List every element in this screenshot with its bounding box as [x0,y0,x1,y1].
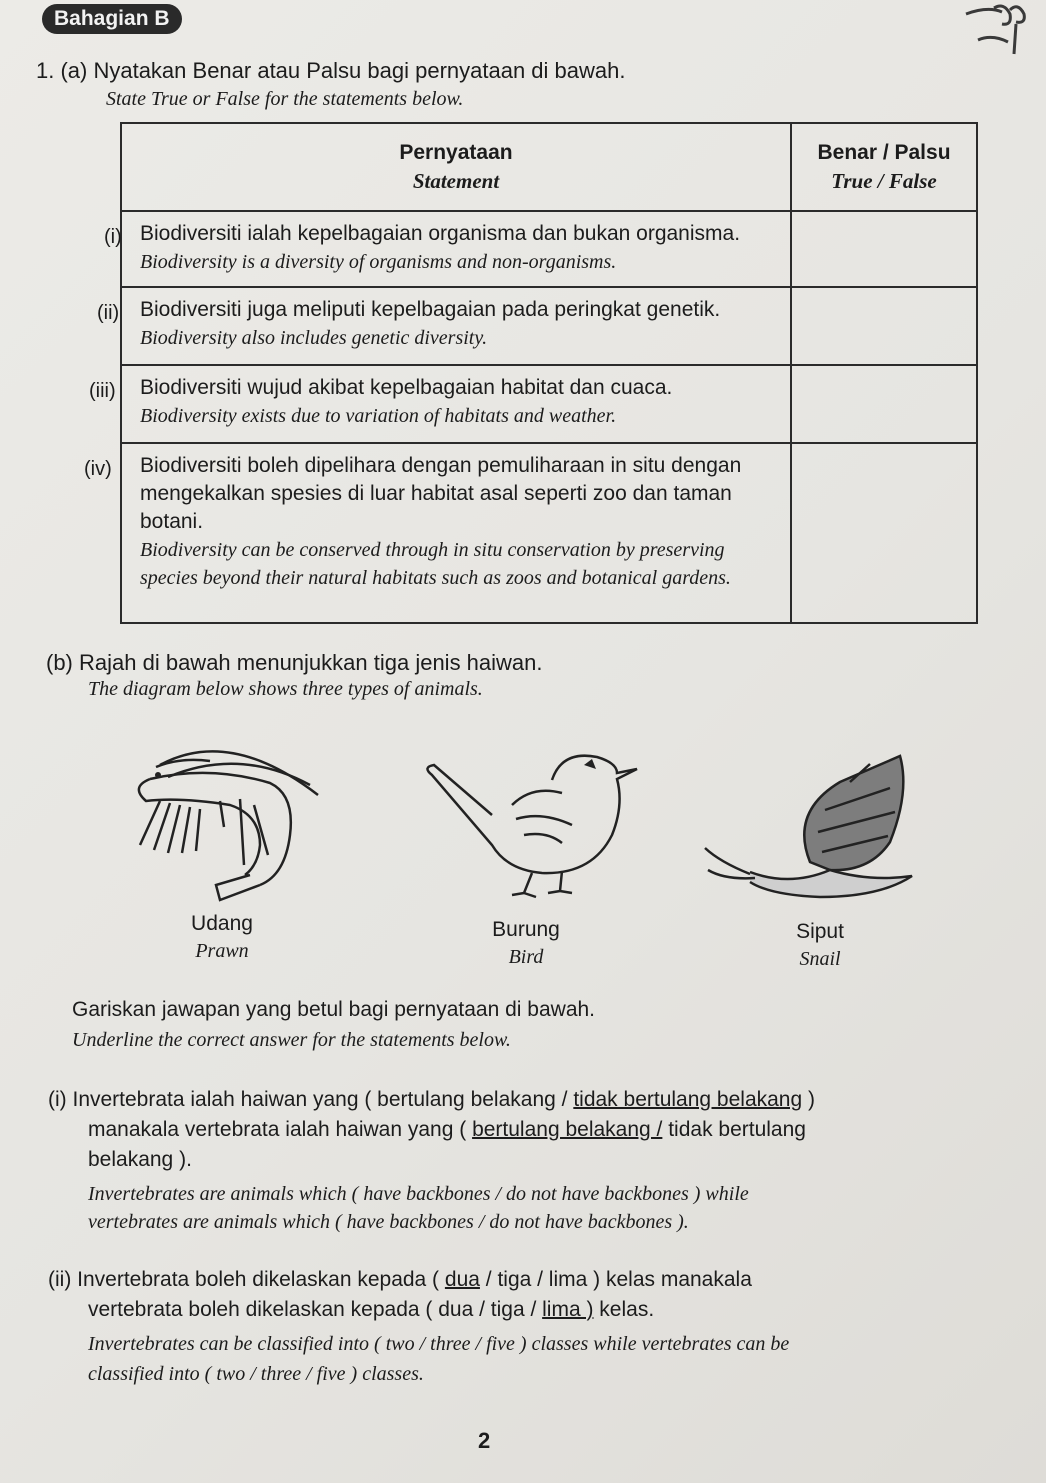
underlined-answer: tidak bertulang belakang [573,1088,803,1111]
question-1b-text: (b) Rajah di bawah menunjukkan tiga jenis haiwan. [46,650,543,675]
statement-i-english: vertebrates are animals which ( have backbones / do not have backbones ). [88,1211,689,1233]
row-number: (iv) [84,458,112,480]
statement-ms: Biodiversiti juga meliputi kepelbagaian pada peringkat genetik. [140,298,721,321]
question-1a-text: 1. (a) Nyatakan Benar atau Palsu bagi pernyataan di bawah. [36,58,626,83]
table-row [121,211,977,287]
underlined-answer: lima ) [542,1298,594,1321]
animal-label-bird: Burung Bird [492,918,560,968]
statement-en: Biodiversity also includes genetic diversity. [140,327,488,349]
animal-label-prawn: Udang Prawn [191,912,253,962]
row-number: (iii) [89,380,116,402]
statement-i-english: Invertebrates are animals which ( have backbones / do not have backbones ) while [88,1183,749,1205]
statement-en: Biodiversity is a diversity of organisms and non-organisms. [140,251,617,273]
table-row [121,287,977,365]
answer-cell[interactable] [791,211,977,287]
table-header-answer: Benar / Palsu True / False [791,123,977,211]
statement-ii-line: vertebrata boleh dikelaskan kepada ( dua / tiga / lima ) kelas. [88,1298,655,1321]
row-number: (ii) [97,302,120,324]
statement-ii-english: Invertebrates can be classified into ( two / three / five ) classes while vertebrates can be [88,1333,790,1355]
statement-ms: Biodiversiti ialah kepelbagaian organisma dan bukan organisma. [140,222,741,245]
statement-i-line: belakang ). [88,1148,192,1171]
section-label: Bahagian B [42,4,182,34]
statement-en: Biodiversity can be conserved through in situ conservation by preserving species beyond their natural habitats such as zoos and botanical gardens. [140,539,731,589]
statement-i-line: manakala vertebrata ialah haiwan yang ( bertulang belakang / tidak bertulang [88,1118,806,1141]
instruction-text: Gariskan jawapan yang betul bagi pernyataan di bawah. [72,998,596,1021]
answer-cell[interactable] [791,287,977,365]
table-header-statement: Pernyataan Statement [121,123,791,211]
animal-label-snail: Siput Snail [796,920,844,970]
underlined-answer: dua [444,1268,480,1291]
table-row [121,443,977,623]
instruction-text-english: Underline the correct answer for the statements below. [72,1029,511,1051]
true-false-table [120,122,978,624]
page-number: 2 [478,1428,491,1453]
bird-drawing-icon [412,745,642,905]
statement-i-line: (i) Invertebrata ialah haiwan yang ( bertulang belakang / tidak bertulang belakang ) [48,1088,815,1111]
row-number: (i) [104,226,122,248]
statement-ms: Biodiversiti boleh dipelihara dengan pemuliharaan in situ dengan mengekalkan spesies di luar habitat asal seperti zoo dan taman botani. [140,454,742,533]
prawn-drawing-icon [120,735,330,910]
statement-ii-line: (ii) Invertebrata boleh dikelaskan kepada ( dua / tiga / lima ) kelas manakala [48,1268,752,1291]
snail-drawing-icon [700,752,920,902]
question-1b-text-english: The diagram below shows three types of animals. [88,678,483,700]
statement-en: Biodiversity exists due to variation of habitats and weather. [140,405,617,427]
question-1a-text-english: State True or False for the statements below. [106,88,464,110]
statement-ms: Biodiversiti wujud akibat kepelbagaian habitat dan cuaca. [140,376,673,399]
underlined-answer: bertulang belakang / [472,1118,663,1141]
answer-cell[interactable] [791,443,977,623]
table-row [121,365,977,443]
statement-ii-english: classified into ( two / three / five ) classes. [88,1363,424,1385]
handwritten-corner-note [958,0,1038,60]
answer-cell[interactable] [791,365,977,443]
